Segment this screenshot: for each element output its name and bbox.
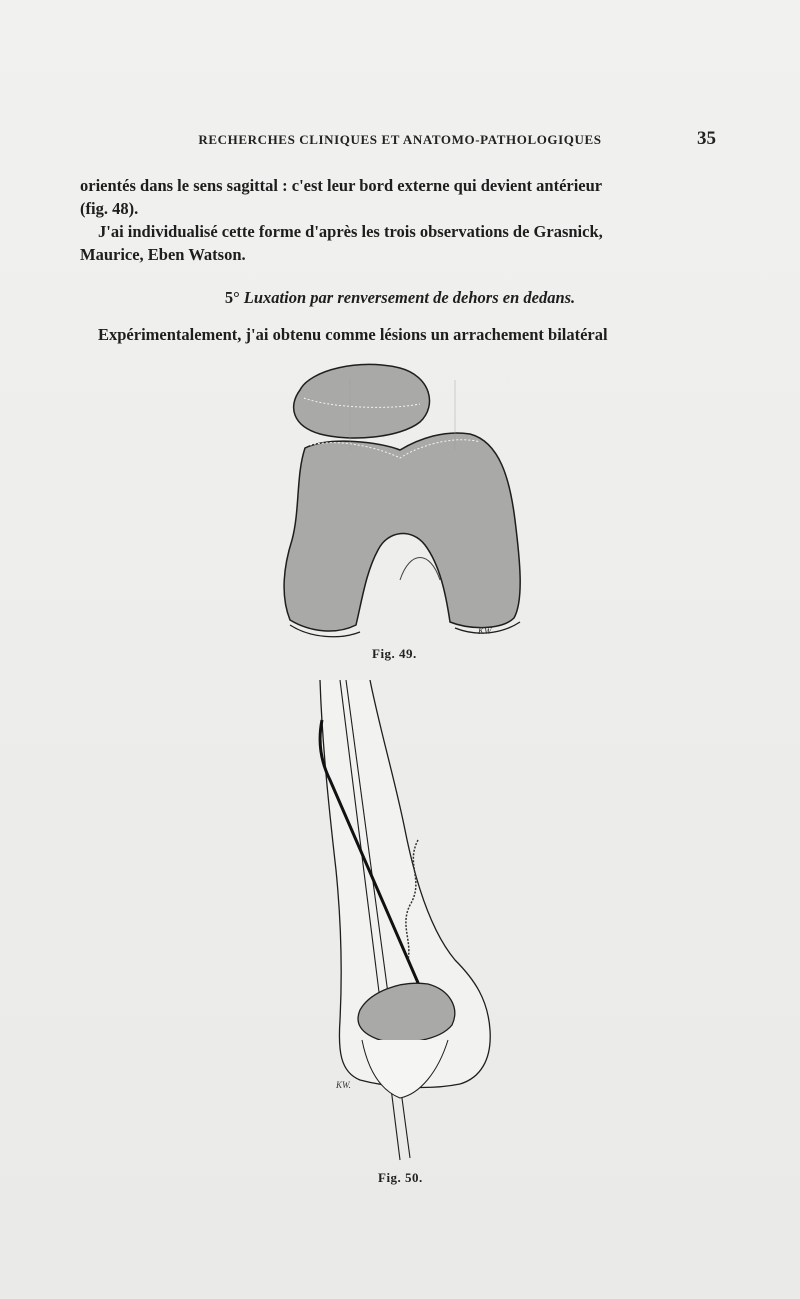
running-title: RECHERCHES CLINIQUES ET ANATOMO-PATHOLOGIQUES xyxy=(198,132,602,147)
text-line-4: Maurice, Eben Watson. xyxy=(80,245,246,264)
section-title: Luxation par renversement de dehors en dedans. xyxy=(243,288,576,307)
section-heading xyxy=(0,288,800,308)
text-line-5: Expérimentalement, j'ai obtenu comme lésions un arrachement bilatéral xyxy=(98,325,608,344)
condyles-shape xyxy=(284,433,520,631)
text-line-3: J'ai individualisé cette forme d'après les trois observations de Grasnick, xyxy=(98,222,603,241)
text-line-1: orientés dans le sens sagittal : c'est leur bord externe qui devient antérieur xyxy=(80,176,603,195)
section-number: 5° xyxy=(224,288,240,307)
text-line-2: (fig. 48). xyxy=(80,199,139,218)
figure-49-signature: KW xyxy=(478,626,492,636)
figure-49-illustration xyxy=(270,350,540,650)
figure-50-signature: KW. xyxy=(336,1080,351,1090)
page-number: 35 xyxy=(697,128,716,149)
figure-50-caption: Fig. 50. xyxy=(378,1170,423,1185)
figure-50-illustration xyxy=(300,680,510,1165)
figure-49-caption: Fig. 49. xyxy=(372,646,417,661)
patella-shape xyxy=(294,364,430,438)
